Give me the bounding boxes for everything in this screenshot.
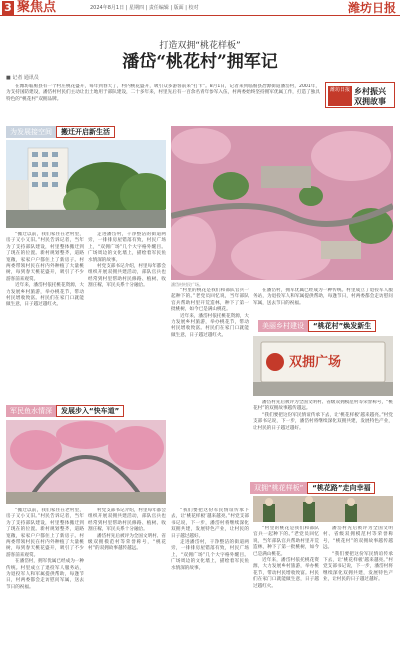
body-column: “搬迁以前，我们家住在老村里，房子又小又旧。”村民告诉记者，当年为了支持部队建设，村里整体搬迁到了现在的位置。新村规划整齐，道路宽敞，家家户户都住上了新房子。村两委带领村民在村内外种植了大量桃树，每到春天桃花盛开，吸引了不少游客前来观赏。 近年来，潘岱村依托桃花资源，大力发展乡村旅游，举办桃花节，带动村民增收致富。村民们在家门口就能做生意，日子越过越红火。 (6, 232, 84, 308)
body-column: “搬迁以前，我们家住在老村里，房子又小又旧。”村民告诉记者，当年为了支持部队建设，村里整体搬迁到了现在的位置。新村规划整齐，道路宽敞，家家户户都住上了新房子。村两委带领村民在村内外种植了大量桃树，每到春天桃花盛开，吸引了不少游客前来观赏。 在潘岱村，拥军优属已经成为一种传统。村里成立了退役军人服务站，为退役军人和军属提供帮助，每逢节日，村两委都会走访慰问军属，送去节日的祝福。 (6, 508, 84, 590)
photo-plaza-sign (253, 336, 393, 396)
spacer (253, 470, 393, 480)
section-bar-3 (6, 405, 124, 417)
section-number: 3 (2, 1, 14, 15)
masthead: 潍坊日报 (347, 1, 396, 15)
body-column: 村党支部书记介绍，村里每年都会组织开展双拥共建活动，部队官兵也经常到村里帮助村民修路、植树、收割庄稼，军民关系十分融洽。 潘岱村先后被评为全国文明村、省级双拥模范村等荣誉称号，“桃花村”的双拥故事越传越远。 (88, 508, 166, 552)
section-subtitle: 搬迁开启新生活 (56, 126, 115, 138)
dateline: 2024年8月1日 | 星期四 | 责任编辑 | 版面 | 校对 (90, 5, 199, 11)
page-header (0, 0, 400, 16)
photo-soldiers-villagers (253, 496, 393, 522)
section-subtitle: “桃花村”焕发新生 (308, 320, 376, 332)
body-column: 潘岱村先后被评为全国文明村、省级双拥模范村等荣誉称号，“桃花村”的双拥故事越传越远。 “我们要把这份军民情谊传承下去，让‘桃花样板’越来越亮。”村党支部书记说，下一步，潘岱村将继续深化双拥共建，发展特色产业，让村民的日子越过越好。 (323, 526, 393, 583)
section-tag: 军民鱼水情深 (6, 405, 56, 417)
section-bar-4 (250, 482, 375, 494)
body-column: “村里的桃花是我们和部队官兵一起种下的。”老党员回忆说，当年部队官兵帮助村里开荒造林，种下了第一批桃树，如今已是满山桃花。 近年来，潘岱村依托桃花资源，大力发展乡村旅游，举办桃花节，带动村民增收致富。村民们在家门口就能做生意，日子越过越红火。 (171, 288, 249, 338)
photo-blossom-arch (6, 420, 166, 504)
body-column: 走进潘岱村，干净整洁的街道两旁，一排排房屋错落有致，村民广场上，“双拥广场”几个大字格外醒目。广场周边的文化墙上，描绘着军民鱼水情深的故事。 村党支部书记介绍，村里每年都会组织开展双拥共建活动，部队官兵也经常到村里帮助村民修路、植树、收割庄稼，军民关系十分融洽。 (88, 232, 166, 289)
side-headline: 乡村振兴 双拥故事 (354, 86, 386, 106)
body-column: “村里的桃花是我们和部队官兵一起种下的。”老党员回忆说，当年部队官兵帮助村里开荒造林，种下了第一批桃树，如今已是满山桃花。 近年来，潘岱村依托桃花资源，大力发展乡村旅游，举办桃花节，带动村民增收致富。村民们在家门口就能做生意，日子越过越红火。 (253, 526, 319, 589)
section-subtitle: “桃花路”走向幸福 (307, 482, 375, 494)
side-logo-box (325, 82, 395, 108)
section-title: 聚焦点 (17, 0, 57, 15)
lead-paragraph: 在潍坊临朐县有一个村庄桃花盛开，每年到春天了，村内桃花盛开，吸引众多游客前来“打卡”。8月1日，记者来到临朐县冶源街道潘岱村，2001年，为支持国防建设，潘岱村村民们主动让出土地用于部队建设，二十多年来，村里先后有一百余名青年参军入伍，村两委始终坚持拥军优属工作，打造了独具特色的“桃花村”双拥品牌。 (6, 84, 320, 102)
section-bar-1 (6, 126, 115, 138)
section-tag: 双拥“桃花样板” (250, 482, 307, 494)
byline: ■ 记者 通讯员 (6, 75, 39, 81)
photo-peach-blossom-aerial (171, 126, 393, 280)
plaza-sign-text: 双拥广场 (289, 355, 342, 370)
section-bar-2 (258, 320, 376, 332)
body-column: “我们要把这份军民情谊传承下去，让‘桃花样板’越来越亮。”村党支部书记说，下一步，潘岱村将继续深化双拥共建，发展特色产业，让村民的日子越过越好。 走进潘岱村，干净整洁的街道两旁，一排排房屋错落有致，村民广场上，“双拥广场”几个大字格外醒目。广场周边的文化墙上，描绘着军民鱼水情深的故事。 (171, 508, 249, 571)
section-subtitle: 发展步入“快车道” (56, 405, 124, 417)
headline: 潘岱“桃花村”拥军记 (122, 52, 278, 72)
photo-new-village (6, 140, 166, 228)
section-tag: 美丽乡村建设 (258, 320, 308, 332)
body-column: 在潘岱村，拥军优属已经成为一种传统。村里成立了退役军人服务站，为退役军人和军属提供帮助，每逢节日，村两委都会走访慰问军属，送去节日的祝福。 (253, 288, 393, 306)
side-logo: 潍坊日报 (328, 86, 352, 106)
kicker: 打造双拥“桃花样板” (159, 41, 241, 51)
image-caption: 潘岱村村民广场。 (171, 282, 203, 287)
body-column: 潘岱村先后被评为全国文明村、省级双拥模范村等荣誉称号，“桃花村”的双拥故事越传越远。 “我们要把这份军民情谊传承下去，让‘桃花样板’越来越亮。”村党支部书记说，下一步，潘岱村将继续深化双拥共建，发展特色产业，让村民的日子越过越好。 (253, 400, 393, 431)
section-tag: 为发展接空间 (6, 126, 56, 138)
